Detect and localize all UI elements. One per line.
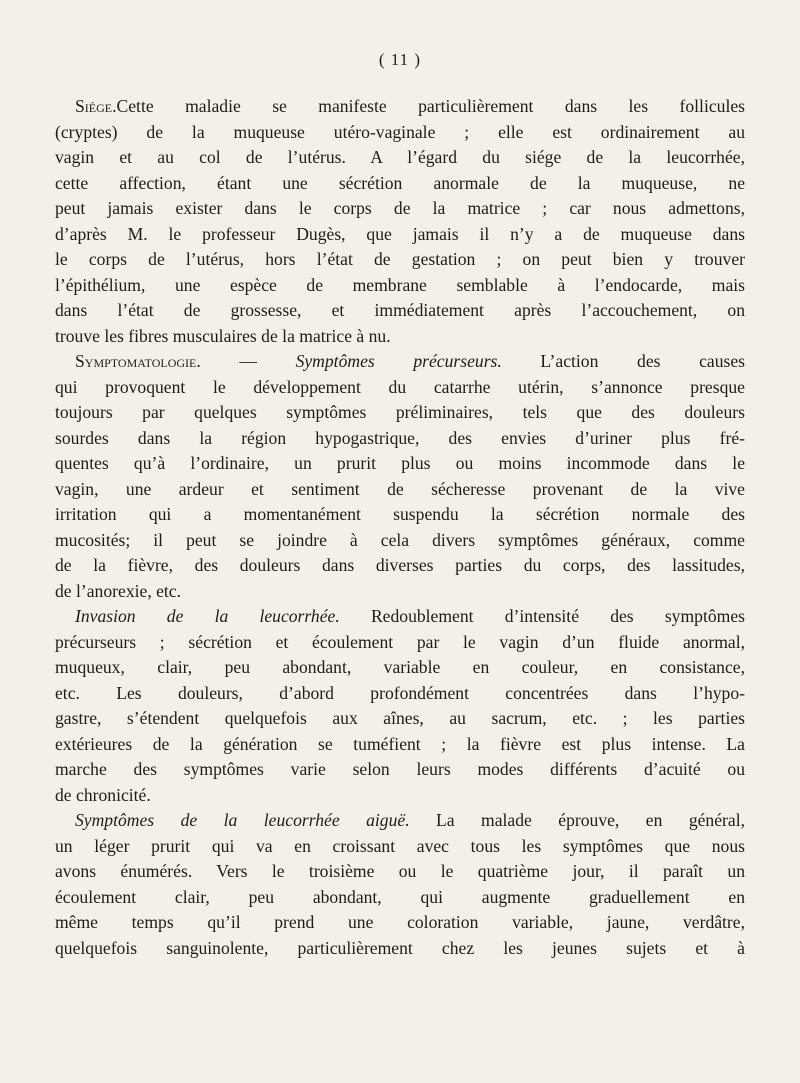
text-line: vagin, une ardeur et sentiment de sécheresse provenant de la vive: [55, 478, 745, 499]
section-heading-siege: Siége.: [75, 96, 117, 116]
body-text: [55, 94, 745, 961]
text-line: Redoublement d’intensité des symptômes: [339, 606, 745, 626]
text-line: quelquefois sanguinolente, particulièrement chez les jeunes sujets et à: [55, 937, 745, 958]
text-line: qui provoquent le développement du catarrhe utérin, s’annonce presque: [55, 376, 745, 397]
paragraph-symptomatologie-line: [55, 349, 745, 375]
text-line: de chronicité.: [55, 784, 151, 805]
text-line: marche des symptômes varie selon leurs modes différents d’acuité ou: [55, 759, 745, 779]
subheading-invasion: Invasion de la leucorrhée.: [75, 606, 340, 626]
text-line: toujours par quelques symptômes préliminaires, tels que des douleurs: [55, 402, 745, 422]
paragraph-siege-line: [55, 94, 745, 120]
text-line: mucosités; il peut se joindre à cela divers symptômes généraux, comme: [55, 529, 745, 550]
text-line: même temps qu’il prend une coloration variable, jaune, verdâtre,: [55, 912, 745, 932]
subheading-symptomes-precurseurs: Symptômes précurseurs.: [295, 351, 502, 371]
text-line: écoulement clair, peu abondant, qui augmente graduellement en: [55, 886, 745, 907]
text-line: (cryptes) de la muqueuse utéro-vaginale ; elle est ordinairement au: [55, 121, 745, 142]
text-line: Cette maladie se manifeste particulièrement dans les follicules: [116, 96, 745, 116]
heading-dash: —: [200, 351, 296, 371]
text-line: le corps de l’utérus, hors l’état de gestation ; on peut bien y trouver: [55, 249, 745, 269]
text-line: sourdes dans la région hypogastrique, des envies d’uriner plus fré-: [55, 427, 745, 448]
text-line: vagin et au col de l’utérus. A l’égard du siége de la leucorrhée,: [55, 147, 745, 167]
text-line: irritation qui a momentanément suspendu la sécrétion normale des: [55, 504, 745, 524]
text-line: de l’anorexie, etc.: [55, 580, 182, 601]
text-line: un léger prurit qui va en croissant avec tous les symptômes que nous: [55, 835, 745, 856]
paragraph-aigue-line: [55, 808, 745, 834]
page-number: ( 11 ): [378, 50, 422, 69]
text-line: l’épithélium, une espèce de membrane semblable à l’endocarde, mais: [55, 274, 745, 295]
text-line: avons énumérés. Vers le troisième ou le quatrième jour, il paraît un: [55, 861, 745, 881]
text-line: extérieures de la génération se tuméfient ; la fièvre est plus intense. La: [55, 733, 745, 754]
text-line: L’action des causes: [501, 351, 746, 371]
text-line: d’après M. le professeur Dugès, que jamais il n’y a de muqueuse dans: [55, 223, 745, 244]
text-line: précurseurs ; sécrétion et écoulement par le vagin d’un fluide anormal,: [55, 631, 745, 652]
text-line: etc. Les douleurs, d’abord profondément concentrées dans l’hypo-: [55, 682, 745, 703]
text-line: La malade éprouve, en général,: [409, 810, 745, 830]
text-line: gastre, s’étendent quelquefois aux aînes, au sacrum, etc. ; les parties: [55, 708, 745, 728]
paragraph-invasion-line: [55, 604, 745, 630]
text-line: de la fièvre, des douleurs dans diverses parties du corps, des lassitudes,: [55, 555, 745, 575]
subheading-leucorrhee-aigue: Symptômes de la leucorrhée aiguë.: [75, 810, 410, 830]
text-line: muqueux, clair, peu abondant, variable en couleur, en consistance,: [55, 657, 745, 677]
text-line: dans l’état de grossesse, et immédiatement après l’accouchement, on: [55, 300, 745, 320]
text-line: peut jamais exister dans le corps de la matrice ; car nous admettons,: [55, 198, 745, 218]
section-heading-symptomatologie: Symptomatologie.: [75, 351, 201, 371]
text-line: cette affection, étant une sécrétion anormale de la muqueuse, ne: [55, 172, 745, 193]
text-line: quentes qu’à l’ordinaire, un prurit plus ou moins incommode dans le: [55, 453, 745, 473]
text-line: trouve les fibres musculaires de la matrice à nu.: [55, 325, 391, 346]
